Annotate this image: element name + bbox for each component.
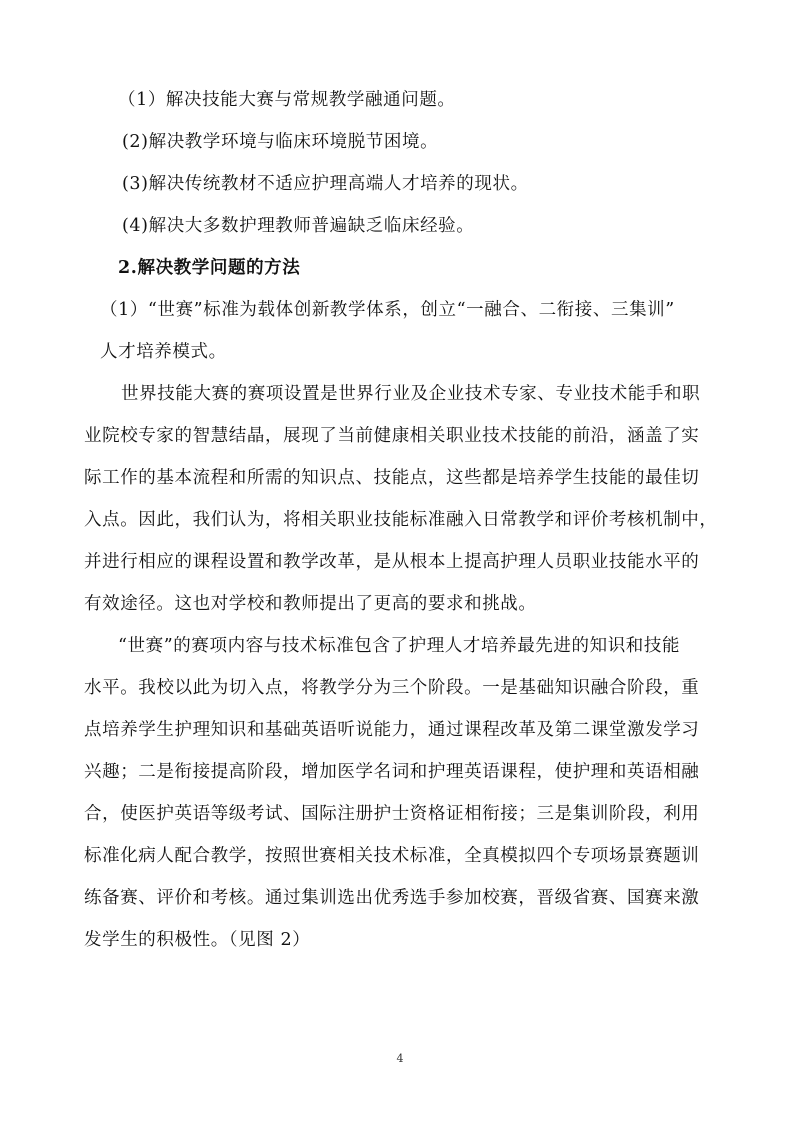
paragraph-1-line: 业院校专家的智慧结晶，展现了当前健康相关职业技术技能的前沿，涵盖了实 bbox=[84, 426, 700, 446]
paragraph-2-line: 水平。我校以此为切入点，将教学分为三个阶段。一是基础知识融合阶段，重 bbox=[84, 678, 700, 698]
section-heading: 2.解决教学问题的方法 bbox=[118, 258, 301, 278]
page-number: 4 bbox=[396, 1052, 404, 1065]
paragraph-1-line: 有效途径。这也对学校和教师提出了更高的要求和挑战。 bbox=[84, 594, 537, 614]
paragraph-2-line: 合，使医护英语等级考试、国际注册护士资格证相衔接；三是集训阶段，利用 bbox=[84, 804, 700, 824]
paragraph-2-line: 练备赛、评价和考核。通过集训选出优秀选手参加校赛，晋级省赛、国赛来激 bbox=[84, 888, 700, 908]
method-1-line-2: 人才培养模式。 bbox=[100, 342, 227, 362]
paragraph-1-line: 并进行相应的课程设置和教学改革，是从根本上提高护理人员职业技能水平的 bbox=[84, 552, 700, 572]
problem-item-3: (3)解决传统教材不适应护理高端人才培养的现状。 bbox=[122, 174, 529, 194]
paragraph-1-line: 入点。因此，我们认为，将相关职业技能标准融入日常教学和评价考核机制中， bbox=[84, 510, 718, 530]
paragraph-1-line: 际工作的基本流程和所需的知识点、技能点，这些都是培养学生技能的最佳切 bbox=[84, 468, 700, 488]
paragraph-2-line: 标准化病人配合教学，按照世赛相关技术标准，全真模拟四个专项场景赛题训 bbox=[84, 846, 700, 866]
paragraph-2-line: 点培养学生护理知识和基础英语听说能力，通过课程改革及第二课堂激发学习 bbox=[84, 720, 700, 740]
paragraph-2-line: “世赛”的赛项内容与技术标准包含了护理人才培养最先进的知识和技能 bbox=[118, 636, 681, 656]
paragraph-2-line: 发学生的积极性。（见图 2） bbox=[84, 930, 311, 950]
problem-item-1: （1）解决技能大赛与常规教学融通问题。 bbox=[118, 90, 456, 110]
problem-item-2: (2)解决教学环境与临床环境脱节困境。 bbox=[122, 132, 439, 152]
paragraph-2-line: 兴趣；二是衔接提高阶段，增加医学名词和护理英语课程，使护理和英语相融 bbox=[84, 762, 700, 782]
problem-item-4: (4)解决大多数护理教师普遍缺乏临床经验。 bbox=[122, 216, 475, 236]
paragraph-1-line: 世界技能大赛的赛项设置是世界行业及企业技术专家、专业技术能手和职 bbox=[121, 384, 701, 404]
method-1-line-1: （1）“世赛”标准为载体创新教学体系，创立“一融合、二衔接、三集训” bbox=[100, 300, 675, 320]
